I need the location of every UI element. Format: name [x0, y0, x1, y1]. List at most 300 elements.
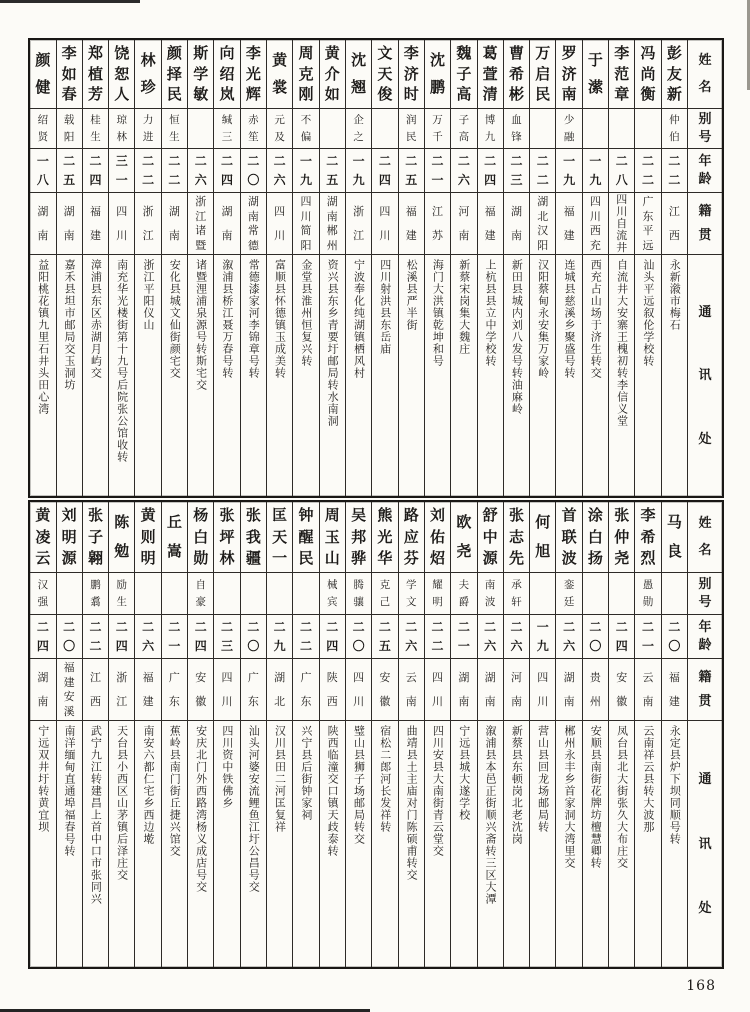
directory-entry-column — [398, 502, 424, 967]
entry-name-cell: 沈 鹏 — [430, 50, 446, 97]
entry-address-cell: 连城县慈溪乡聚盛号转 — [556, 254, 581, 496]
entry-alias-cell — [609, 572, 634, 614]
entry-age-cell: 二 〇 — [241, 148, 266, 192]
entry-name-cell: 首 联 波 — [561, 506, 577, 567]
entry-age-cell: 二 四 — [609, 614, 634, 658]
entry-address-cell: 安顺县南街花牌坊檀慧卿转 — [583, 720, 608, 967]
entry-native-cell: 四 川 — [267, 192, 292, 254]
entry-alias-cell — [583, 572, 608, 614]
directory-entry-column — [529, 40, 555, 496]
directory-entry-column — [240, 40, 266, 496]
entry-name-cell: 丘 嵩 — [166, 513, 182, 560]
entry-name-cell: 黄 介 如 — [324, 43, 340, 104]
entry-native-cell: 湖 南 — [478, 658, 503, 720]
entry-alias-cell: 血 锋 — [504, 108, 529, 148]
entry-name-cell: 刘 佑 炤 — [430, 506, 446, 567]
entry-age-cell: 二 二 — [425, 614, 450, 658]
entry-address-cell: 南充华光楼街第十九号后院张公馆收转 — [109, 254, 134, 496]
entry-alias-cell: 绍 贤 — [30, 108, 55, 148]
entry-address-cell: 溆浦县本邑正街顺兴斋转三区大潭 — [478, 720, 503, 967]
entry-address-cell: 益阳桃花镇九里石井头田心湾 — [30, 254, 55, 496]
entry-native-cell: 浙 江 诸 暨 — [188, 192, 213, 254]
entry-name-cell: 周 克 刚 — [298, 43, 314, 104]
entry-name-cell: 黄 凌 云 — [35, 506, 51, 567]
entry-native-cell: 四 川 — [346, 658, 371, 720]
entry-name-cell: 万 启 民 — [535, 43, 551, 104]
entry-address-cell: 汉阳蔡甸永安集万家岭 — [530, 254, 555, 496]
directory-entry-column — [477, 40, 503, 496]
entry-native-cell: 福 建 — [662, 658, 687, 720]
entry-age-cell: 二 五 — [372, 614, 397, 658]
entry-name-cell: 李 如 春 — [61, 43, 77, 104]
entry-native-cell: 广 东 — [241, 658, 266, 720]
entry-name-cell: 于 潆 — [587, 50, 603, 97]
entry-address-cell: 天台县小西区山茅镇后泽庄交 — [109, 720, 134, 967]
entry-alias-cell: 自 豪 — [188, 572, 213, 614]
directory-entry-column — [56, 502, 82, 967]
directory-entry-column — [30, 40, 55, 496]
entry-native-cell: 贵 州 — [583, 658, 608, 720]
entry-address-cell: 蕉岭县南门街丘捷兴馆交 — [162, 720, 187, 967]
directory-entry-column — [450, 502, 476, 967]
entry-native-cell: 江 西 — [662, 192, 687, 254]
entry-native-cell: 湖 南 — [57, 192, 82, 254]
entry-name-cell: 匡 天 一 — [272, 506, 288, 567]
entry-alias-cell: 载 阳 — [57, 108, 82, 148]
directory-entry-column — [608, 40, 634, 496]
header-alias: 别 号 — [688, 108, 722, 148]
entry-age-cell: 二 〇 — [346, 614, 371, 658]
entry-alias-cell — [57, 572, 82, 614]
entry-alias-cell — [530, 572, 555, 614]
entry-address-cell: 新蔡宋岗集大魏庄 — [451, 254, 476, 496]
entry-alias-cell — [530, 108, 555, 148]
entry-address-cell: 常德漆家河李锦章号转 — [241, 254, 266, 496]
entry-name-cell: 路 应 芬 — [403, 506, 419, 567]
entry-address-cell: 宁远县城大遂学校 — [451, 720, 476, 967]
entry-address-cell: 漳浦县东区赤湖月屿交 — [83, 254, 108, 496]
directory-entry-column — [266, 40, 292, 496]
directory-entry-column — [634, 40, 660, 496]
entry-address-cell: 永新潊市梅石 — [662, 254, 687, 496]
entry-address-cell: 诸暨浬浦泉源号转斯宅交 — [188, 254, 213, 496]
entry-address-cell: 富顺县怀德镇玉成美转 — [267, 254, 292, 496]
entry-name-cell: 李 希 烈 — [640, 506, 656, 567]
entry-name-cell: 张 我 疆 — [245, 506, 261, 567]
entry-alias-cell: 学 文 — [399, 572, 424, 614]
entry-alias-cell: 耀 明 — [425, 572, 450, 614]
entry-age-cell: 二 四 — [83, 148, 108, 192]
entry-alias-cell — [188, 108, 213, 148]
entry-address-cell: 四川资中铁佛乡 — [214, 720, 239, 967]
directory-entry-column — [319, 502, 345, 967]
entry-name-cell: 林 珍 — [140, 50, 156, 97]
entry-alias-cell: 愚 勋 — [635, 572, 660, 614]
page-number: 168 — [686, 978, 716, 994]
header-age: 年 龄 — [688, 148, 722, 192]
entry-address-cell: 汕头河婆安流鲤鱼江圩公昌号交 — [241, 720, 266, 967]
directory-table-lower — [28, 500, 724, 969]
entry-native-cell: 湖 南 — [504, 192, 529, 254]
entry-native-cell: 湖 南 郴 州 — [320, 192, 345, 254]
entry-age-cell: 二 四 — [372, 148, 397, 192]
directory-entry-column — [161, 40, 187, 496]
entry-alias-cell: 润 民 — [399, 108, 424, 148]
entry-name-cell: 涂 白 扬 — [587, 506, 603, 567]
entry-address-cell: 安化县城文仙街颜宅交 — [162, 254, 187, 496]
entry-name-cell: 文 天 俊 — [377, 43, 393, 104]
entry-alias-cell: 南 波 — [478, 572, 503, 614]
directory-entry-column — [240, 502, 266, 967]
entry-address-cell: 宁远双井圩转黄宜坝 — [30, 720, 55, 967]
entry-age-cell: 二 四 — [188, 614, 213, 658]
entry-age-cell: 二 二 — [83, 614, 108, 658]
entry-alias-cell — [241, 572, 266, 614]
entry-address-cell: 金堂县淮州恒复兴转 — [293, 254, 318, 496]
entry-native-cell: 四 川 简 阳 — [293, 192, 318, 254]
entry-native-cell: 湖 南 常 德 — [241, 192, 266, 254]
entry-age-cell: 二 二 — [293, 614, 318, 658]
entry-native-cell: 云 南 — [635, 658, 660, 720]
entry-alias-cell: 励 生 — [109, 572, 134, 614]
entry-address-cell: 四川射洪县东岳庙 — [372, 254, 397, 496]
entry-address-cell: 自流井大安寨王槐初转李信义堂 — [609, 254, 634, 496]
entry-address-cell: 资兴县东乡青要圩邮局转水南洞 — [320, 254, 345, 496]
directory-entry-column — [424, 40, 450, 496]
entry-age-cell: 二 六 — [556, 614, 581, 658]
entry-name-cell: 钟 醒 民 — [298, 506, 314, 567]
entry-age-cell: 二 五 — [320, 148, 345, 192]
entry-name-cell: 马 良 — [666, 513, 682, 560]
entry-alias-cell — [583, 108, 608, 148]
directory-entry-column — [108, 502, 134, 967]
header-column — [687, 502, 722, 967]
entry-age-cell: 二 〇 — [57, 614, 82, 658]
entry-address-cell: 曲靖县土主庙对门陈硕甫转交 — [399, 720, 424, 967]
directory-entry-column — [345, 502, 371, 967]
entry-address-cell: 松溪县严半街 — [399, 254, 424, 496]
entry-age-cell: 二 六 — [399, 614, 424, 658]
entry-native-cell: 安 徽 — [188, 658, 213, 720]
entry-address-cell: 上杭县县立中学校转 — [478, 254, 503, 496]
directory-entry-column — [161, 502, 187, 967]
entry-native-cell: 安 徽 — [609, 658, 634, 720]
entry-native-cell: 福 建 — [399, 192, 424, 254]
header-age: 年 龄 — [688, 614, 722, 658]
entry-alias-cell: 恒 生 — [162, 108, 187, 148]
entry-native-cell: 湖 南 — [162, 192, 187, 254]
directory-entry-column — [187, 502, 213, 967]
entry-name-cell: 黄 裳 — [272, 50, 288, 97]
entry-alias-cell: 企 之 — [346, 108, 371, 148]
entry-age-cell: 一 九 — [293, 148, 318, 192]
entry-native-cell: 陕 西 — [320, 658, 345, 720]
entry-alias-cell: 腾 骧 — [346, 572, 371, 614]
entry-address-cell: 汕头平远叙伦学校转 — [635, 254, 660, 496]
entry-native-cell: 湖 南 — [30, 658, 55, 720]
entry-native-cell: 湖 南 — [556, 658, 581, 720]
entry-name-cell: 黄 则 明 — [140, 506, 156, 567]
entry-native-cell: 福 建 安 溪 — [57, 658, 82, 720]
entry-name-cell: 舒 中 源 — [482, 506, 498, 567]
entry-native-cell: 浙 江 — [135, 192, 160, 254]
entry-age-cell: 二 四 — [30, 614, 55, 658]
entry-name-cell: 陈 勉 — [114, 513, 130, 560]
entry-name-cell: 葛 萱 清 — [482, 43, 498, 104]
entry-name-cell: 张 子 翱 — [87, 506, 103, 567]
entry-alias-cell: 子 高 — [451, 108, 476, 148]
entry-native-cell: 福 建 — [135, 658, 160, 720]
entry-address-cell: 溆浦县桥江聂万春号转 — [214, 254, 239, 496]
entry-native-cell: 广 东 — [293, 658, 318, 720]
entry-name-cell: 曹 希 彬 — [508, 43, 524, 104]
entry-name-cell: 魏 子 高 — [456, 43, 472, 104]
entry-alias-cell: 力 进 — [135, 108, 160, 148]
entry-address-cell: 汉川县田二河匡复祥 — [267, 720, 292, 967]
entry-native-cell: 河 南 — [504, 658, 529, 720]
directory-entry-column — [661, 502, 687, 967]
entry-native-cell: 福 建 — [83, 192, 108, 254]
directory-entry-column — [213, 502, 239, 967]
entry-native-cell: 云 南 — [399, 658, 424, 720]
entry-name-cell: 沈 翘 — [351, 50, 367, 97]
entry-age-cell: 二 六 — [135, 614, 160, 658]
entry-alias-cell: 夫 爵 — [451, 572, 476, 614]
entry-alias-cell: 械 宾 — [320, 572, 345, 614]
entry-address-cell: 新蔡县东顿岗北老沈岗 — [504, 720, 529, 967]
entry-age-cell: 二 〇 — [241, 614, 266, 658]
entry-name-cell: 熊 光 华 — [377, 506, 393, 567]
entry-address-cell: 西充占山场于济生转交 — [583, 254, 608, 496]
header-native: 籍 贯 — [688, 658, 722, 720]
entry-alias-cell: 承 轩 — [504, 572, 529, 614]
entry-age-cell: 二 六 — [478, 614, 503, 658]
entry-alias-cell — [662, 572, 687, 614]
entry-name-cell: 张 仲 尧 — [614, 506, 630, 567]
entry-alias-cell — [609, 108, 634, 148]
entry-address-cell: 安庆北门外西路湾杨义成店号交 — [188, 720, 213, 967]
directory-entry-column — [555, 502, 581, 967]
header-column — [687, 40, 722, 496]
entry-native-cell: 湖 北 汉 阳 — [530, 192, 555, 254]
entry-name-cell: 欧 尧 — [456, 513, 472, 560]
entry-alias-cell: 桂 生 — [83, 108, 108, 148]
entry-native-cell: 四 川 西 充 — [583, 192, 608, 254]
entry-name-cell: 郑 植 芳 — [87, 43, 103, 104]
entry-age-cell: 二 六 — [451, 148, 476, 192]
entry-age-cell: 二 五 — [57, 148, 82, 192]
entry-name-cell: 饶 恕 人 — [114, 43, 130, 104]
entry-age-cell: 一 九 — [583, 148, 608, 192]
entry-alias-cell — [635, 108, 660, 148]
entry-native-cell: 四 川 — [372, 192, 397, 254]
directory-entry-column — [582, 502, 608, 967]
entry-alias-cell — [214, 572, 239, 614]
entry-native-cell: 安 徽 — [372, 658, 397, 720]
directory-entry-column — [634, 502, 660, 967]
entry-age-cell: 二 三 — [214, 614, 239, 658]
entry-address-cell: 四川安县大南街青云堂交 — [425, 720, 450, 967]
entry-name-cell: 张 坪 林 — [219, 506, 235, 567]
entry-alias-cell: 仲 伯 — [662, 108, 687, 148]
entry-native-cell: 河 南 — [451, 192, 476, 254]
entry-address-cell: 宿松二郎河长发祥转 — [372, 720, 397, 967]
entry-native-cell: 福 建 — [478, 192, 503, 254]
entry-alias-cell — [267, 572, 292, 614]
entry-age-cell: 二 四 — [320, 614, 345, 658]
entry-age-cell: 二 二 — [635, 148, 660, 192]
entry-native-cell: 湖 北 — [267, 658, 292, 720]
entry-age-cell: 二 一 — [635, 614, 660, 658]
entry-native-cell: 四 川 — [109, 192, 134, 254]
directory-entry-column — [503, 40, 529, 496]
directory-entry-column — [450, 40, 476, 496]
entry-age-cell: 二 三 — [504, 148, 529, 192]
entry-alias-cell: 少 融 — [556, 108, 581, 148]
entry-age-cell: 三 一 — [109, 148, 134, 192]
directory-entry-column — [292, 502, 318, 967]
entry-name-cell: 周 玉 山 — [324, 506, 340, 567]
entry-age-cell: 一 八 — [30, 148, 55, 192]
entry-age-cell: 二 一 — [162, 614, 187, 658]
entry-address-cell: 兴宁县后街钟家祠 — [293, 720, 318, 967]
entry-name-cell: 冯 尚 衡 — [640, 43, 656, 104]
entry-age-cell: 一 九 — [530, 614, 555, 658]
directory-entry-column — [424, 502, 450, 967]
entry-age-cell: 二 〇 — [662, 614, 687, 658]
entry-native-cell: 四 川 自 流 井 — [609, 192, 634, 254]
entry-name-cell: 刘 明 源 — [61, 506, 77, 567]
entry-name-cell: 吴 邦 骅 — [351, 506, 367, 567]
entry-alias-cell: 汉 强 — [30, 572, 55, 614]
entry-name-cell: 何 旭 — [535, 513, 551, 560]
entry-address-cell: 浙江平阳仪山 — [135, 254, 160, 496]
directory-entry-column — [608, 502, 634, 967]
entry-alias-cell — [372, 108, 397, 148]
entry-address-cell: 陕西临潼交口镇天歧泰转 — [320, 720, 345, 967]
entry-age-cell: 二 二 — [162, 148, 187, 192]
entry-alias-cell: 博 九 — [478, 108, 503, 148]
entry-address-cell: 嘉禾县坦市邮局交玉洞坊 — [57, 254, 82, 496]
directory-entry-column — [108, 40, 134, 496]
entry-native-cell: 四 川 — [214, 658, 239, 720]
directory-entry-column — [266, 502, 292, 967]
entry-alias-cell: 万 千 — [425, 108, 450, 148]
entry-native-cell: 四 川 — [530, 658, 555, 720]
entry-age-cell: 一 九 — [556, 148, 581, 192]
entry-native-cell: 广 东 — [162, 658, 187, 720]
entry-alias-cell — [135, 572, 160, 614]
entry-name-cell: 颜 健 — [35, 50, 51, 97]
directory-entry-column — [582, 40, 608, 496]
entry-address-cell: 宁波奉化纯湖镇栖风村 — [346, 254, 371, 496]
directory-entry-column — [187, 40, 213, 496]
entry-name-cell: 李 范 章 — [614, 43, 630, 104]
entry-native-cell: 湖 南 — [214, 192, 239, 254]
entry-age-cell: 二 六 — [188, 148, 213, 192]
directory-entry-column — [371, 502, 397, 967]
entry-alias-cell: 克 己 — [372, 572, 397, 614]
header-name: 姓 名 — [698, 53, 712, 95]
entry-name-cell: 罗 济 南 — [561, 43, 577, 104]
directory-entry-column — [529, 502, 555, 967]
entry-address-cell: 武宁九江转建昌上首中口市张同兴 — [83, 720, 108, 967]
entry-age-cell: 二 二 — [135, 148, 160, 192]
entry-age-cell: 二 一 — [425, 148, 450, 192]
directory-entry-column — [292, 40, 318, 496]
entry-name-cell: 张 志 先 — [508, 506, 524, 567]
directory-entry-column — [345, 40, 371, 496]
entry-native-cell: 广 东 平 远 — [635, 192, 660, 254]
directory-entry-column — [134, 40, 160, 496]
entry-age-cell: 二 四 — [214, 148, 239, 192]
header-name: 姓 名 — [698, 515, 712, 559]
header-native: 籍 贯 — [688, 192, 722, 254]
directory-entry-column — [82, 40, 108, 496]
entry-age-cell: 一 九 — [346, 148, 371, 192]
directory-entry-column — [134, 502, 160, 967]
entry-age-cell: 二 六 — [267, 148, 292, 192]
directory-entry-column — [371, 40, 397, 496]
entry-address-cell: 郴州永丰乡首家洞大湾里交 — [556, 720, 581, 967]
entry-age-cell: 二 二 — [530, 148, 555, 192]
entry-age-cell: 二 四 — [478, 148, 503, 192]
header-address: 通 讯 处 — [688, 720, 722, 967]
entry-address-cell: 凤台县北大街张久大布庄交 — [609, 720, 634, 967]
entry-age-cell: 二 六 — [504, 614, 529, 658]
directory-entry-column — [82, 502, 108, 967]
directory-entry-column — [213, 40, 239, 496]
entry-name-cell: 李 光 辉 — [245, 43, 261, 104]
entry-address-cell: 营山县回龙场邮局转 — [530, 720, 555, 967]
entry-address-cell: 新田县城内刘八发号转油麻岭 — [504, 254, 529, 496]
entry-name-cell: 彭 友 新 — [666, 43, 682, 104]
entry-name-cell: 杨 白 勋 — [193, 506, 209, 567]
entry-address-cell: 云南祥云县转大波那 — [635, 720, 660, 967]
directory-entry-column — [503, 502, 529, 967]
directory-entry-column — [661, 40, 687, 496]
directory-entry-column — [477, 502, 503, 967]
entry-alias-cell: 銮 廷 — [556, 572, 581, 614]
entry-alias-cell — [293, 572, 318, 614]
directory-entry-column — [30, 502, 55, 967]
entry-name-cell: 李 济 时 — [403, 43, 419, 104]
entry-native-cell: 浙 江 — [346, 192, 371, 254]
directory-entry-column — [319, 40, 345, 496]
header-address: 通 讯 处 — [688, 254, 722, 496]
entry-alias-cell — [162, 572, 187, 614]
entry-native-cell: 江 西 — [83, 658, 108, 720]
entry-alias-cell: 元 及 — [267, 108, 292, 148]
entry-native-cell: 福 建 — [556, 192, 581, 254]
entry-age-cell: 二 二 — [662, 148, 687, 192]
entry-alias-cell: 琼 林 — [109, 108, 134, 148]
entry-native-cell: 四 川 — [425, 658, 450, 720]
directory-entry-column — [56, 40, 82, 496]
entry-native-cell: 湖 南 — [30, 192, 55, 254]
entry-native-cell: 江 苏 — [425, 192, 450, 254]
directory-entry-column — [398, 40, 424, 496]
header-alias: 别 号 — [688, 572, 722, 614]
entry-alias-cell: 鹏 翥 — [83, 572, 108, 614]
entry-name-cell: 颜 择 民 — [166, 43, 182, 104]
entry-age-cell: 二 五 — [399, 148, 424, 192]
entry-address-cell: 海门大洪镇乾坤和号 — [425, 254, 450, 496]
entry-age-cell: 二 四 — [109, 614, 134, 658]
entry-age-cell: 二 〇 — [583, 614, 608, 658]
directory-entry-column — [555, 40, 581, 496]
entry-native-cell: 浙 江 — [109, 658, 134, 720]
